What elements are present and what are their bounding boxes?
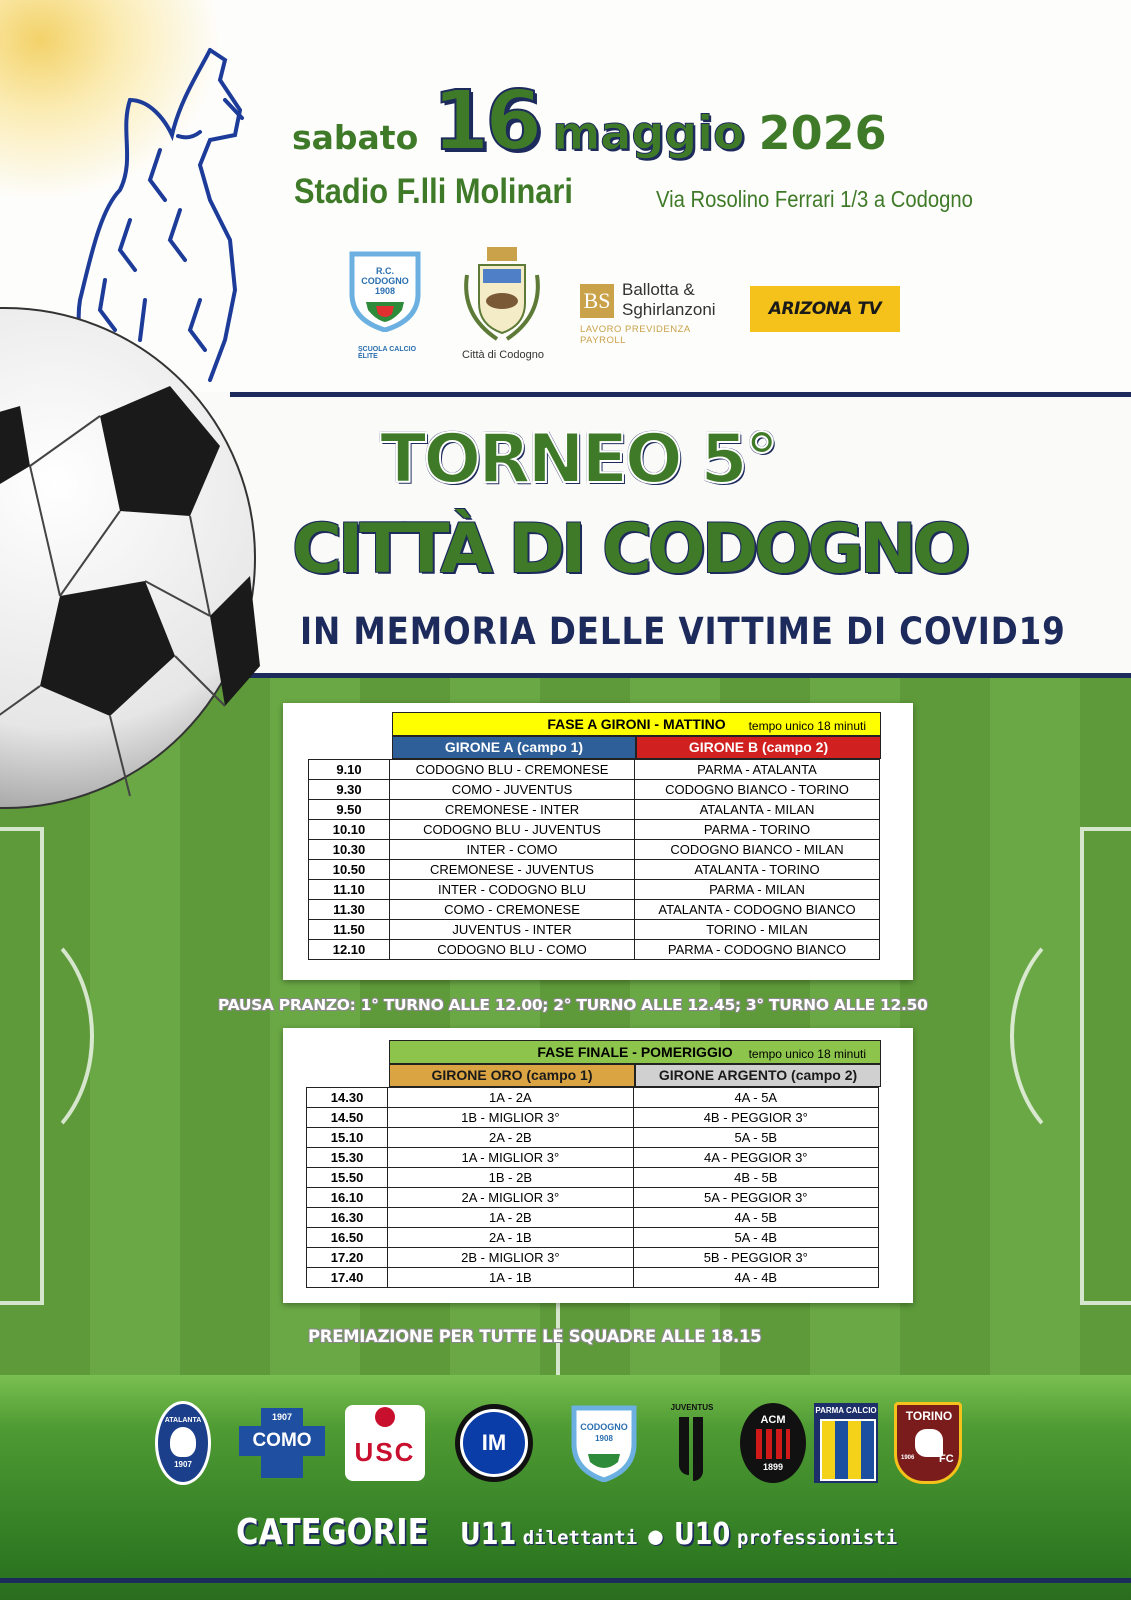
afternoon-match-row: [307, 1208, 879, 1228]
city-caption: Città di Codogno: [462, 349, 544, 361]
match-time: 14.30: [307, 1088, 388, 1108]
morning-phase-note: tempo unico 18 minuti: [748, 719, 866, 733]
match-time: 14.50: [307, 1108, 388, 1128]
match-group-a: 2A - 1B: [388, 1228, 633, 1248]
match-group-a: COMO - JUVENTUS: [390, 780, 635, 800]
match-group-a: 2B - MIGLIOR 3°: [388, 1248, 633, 1268]
match-group-a: CREMONESE - INTER: [390, 800, 635, 820]
soccer-ball-image: [0, 296, 270, 816]
afternoon-match-row: [307, 1248, 879, 1268]
match-group-b: 5A - 4B: [633, 1228, 878, 1248]
parma-crest: PARMA CALCIO: [812, 1400, 880, 1486]
group-a-header: GIRONE A (campo 1): [392, 736, 636, 759]
club-sub: SCUOLA CALCIO ÉLITE: [358, 346, 417, 360]
year: 2026: [758, 106, 887, 160]
ballotta-name-1: Ballotta &: [622, 280, 695, 299]
match-time: 11.30: [309, 900, 390, 920]
categories-label: CATEGORIE: [236, 1512, 429, 1553]
match-group-b: PARMA - CODOGNO BIANCO: [635, 940, 880, 960]
match-time: 11.10: [309, 880, 390, 900]
match-group-a: CODOGNO BLU - COMO: [390, 940, 635, 960]
juventus-crest: JUVENTUS: [662, 1400, 722, 1486]
divider: [230, 392, 1131, 397]
match-group-a: 2A - 2B: [388, 1128, 633, 1148]
match-group-b: 4A - 5A: [633, 1088, 878, 1108]
morning-phase-title: FASE A GIRONI - MATTINO: [547, 716, 726, 732]
match-time: 15.30: [307, 1148, 388, 1168]
afternoon-match-row: [307, 1148, 879, 1168]
afternoon-match-row: [307, 1108, 879, 1128]
match-time: 12.10: [309, 940, 390, 960]
divider: [0, 1578, 1131, 1583]
afternoon-phase-title: FASE FINALE - POMERIGGIO: [537, 1044, 733, 1060]
match-time: 16.30: [307, 1208, 388, 1228]
citta-di-codogno-logo: [452, 245, 552, 370]
afternoon-match-row: [307, 1088, 879, 1108]
group-argento-header: GIRONE ARGENTO (campo 2): [635, 1064, 881, 1087]
match-time: 9.10: [309, 760, 390, 780]
morning-schedule-table: [308, 759, 880, 960]
category-u11: U11: [459, 1517, 516, 1552]
ballotta-initials: BS: [580, 284, 614, 318]
afternoon-match-row: [307, 1128, 879, 1148]
category-u10: U10: [673, 1517, 731, 1552]
match-group-b: 5A - PEGGIOR 3°: [633, 1188, 878, 1208]
morning-match-row: [309, 860, 880, 880]
match-time: 16.10: [307, 1188, 388, 1208]
match-time: 17.40: [307, 1268, 388, 1288]
match-group-a: 1A - 1B: [388, 1268, 633, 1288]
event-date: [292, 74, 1092, 174]
match-time: 16.50: [307, 1228, 388, 1248]
match-group-a: JUVENTUS - INTER: [390, 920, 635, 940]
match-group-b: CODOGNO BIANCO - TORINO: [635, 780, 880, 800]
match-group-a: COMO - CREMONESE: [390, 900, 635, 920]
afternoon-schedule-panel: [283, 1028, 913, 1303]
categories-line: [236, 1512, 897, 1553]
rc-codogno-logo: [340, 250, 430, 370]
match-time: 15.10: [307, 1128, 388, 1148]
afternoon-match-row: [307, 1188, 879, 1208]
bullet-icon: ●: [648, 1522, 663, 1550]
club-logo-text: R.C. CODOGNO 1908: [361, 266, 409, 296]
match-group-b: ATALANTA - CODOGNO BIANCO: [635, 900, 880, 920]
match-group-b: PARMA - ATALANTA: [635, 760, 880, 780]
morning-match-row: [309, 780, 880, 800]
divider: [230, 673, 1131, 678]
match-time: 10.10: [309, 820, 390, 840]
match-group-a: CODOGNO BLU - JUVENTUS: [390, 820, 635, 840]
milan-crest: ACM 1899: [738, 1400, 808, 1486]
lunch-break-note: PAUSA PRANZO: 1° TURNO ALLE 12.00; 2° TURNO ALLE 12.45; 3° TURNO ALLE 12.50: [218, 996, 928, 1014]
match-group-b: ATALANTA - MILAN: [635, 800, 880, 820]
category-u11-desc: dilettanti: [522, 1527, 638, 1549]
month: maggio: [552, 106, 745, 160]
ballotta-name-2: Sghirlanzoni: [622, 300, 716, 319]
match-group-b: 4A - 4B: [633, 1268, 878, 1288]
inter-crest: IM: [452, 1400, 536, 1486]
morning-match-row: [309, 820, 880, 840]
match-group-a: 2A - MIGLIOR 3°: [388, 1188, 633, 1208]
match-group-a: 1A - MIGLIOR 3°: [388, 1148, 633, 1168]
afternoon-phase-header: [389, 1040, 881, 1064]
morning-match-row: [309, 940, 880, 960]
afternoon-match-row: [307, 1168, 879, 1188]
como-crest: 1907 COMO: [238, 1400, 326, 1486]
morning-match-row: [309, 800, 880, 820]
title-line-1: TORNEO 5°: [380, 420, 776, 499]
ballotta-sghirlanzoni-logo: [578, 280, 738, 346]
morning-match-row: [309, 920, 880, 940]
title-line-2: CITTÀ DI CODOGNO: [292, 510, 967, 589]
match-group-a: INTER - COMO: [390, 840, 635, 860]
morning-schedule-panel: [283, 703, 913, 980]
codogno-crest: CODOGNO 1908: [566, 1400, 642, 1486]
group-b-header: GIRONE B (campo 2): [636, 736, 881, 759]
morning-match-row: [309, 900, 880, 920]
match-time: 10.50: [309, 860, 390, 880]
match-time: 11.50: [309, 920, 390, 940]
match-group-a: INTER - CODOGNO BLU: [390, 880, 635, 900]
title-subtitle: IN MEMORIA DELLE VITTIME DI COVID19: [300, 610, 1066, 653]
morning-match-row: [309, 840, 880, 860]
arizona-tv-logo: [750, 286, 900, 332]
afternoon-match-row: [307, 1268, 879, 1288]
match-time: 17.20: [307, 1248, 388, 1268]
match-time: 15.50: [307, 1168, 388, 1188]
match-time: 9.30: [309, 780, 390, 800]
group-oro-header: GIRONE ORO (campo 1): [389, 1064, 635, 1087]
match-group-b: 5B - PEGGIOR 3°: [633, 1248, 878, 1268]
morning-phase-header: [392, 712, 881, 736]
match-group-a: 1A - 2B: [388, 1208, 633, 1228]
afternoon-schedule-table: [306, 1087, 879, 1288]
day-number: 16: [432, 74, 539, 169]
match-time: 10.30: [309, 840, 390, 860]
morning-match-row: [309, 760, 880, 780]
atalanta-crest: ATALANTA 1907: [152, 1400, 214, 1486]
match-group-b: 4A - 5B: [633, 1208, 878, 1228]
match-group-b: 5A - 5B: [633, 1128, 878, 1148]
match-group-b: 4A - PEGGIOR 3°: [633, 1148, 878, 1168]
match-group-a: 1A - 2A: [388, 1088, 633, 1108]
match-group-a: 1B - MIGLIOR 3°: [388, 1108, 633, 1128]
match-group-a: CODOGNO BLU - CREMONESE: [390, 760, 635, 780]
arizona-text: ARIZONA TV: [768, 299, 882, 319]
afternoon-match-row: [307, 1228, 879, 1248]
venue-name: Stadio F.lli Molinari: [294, 172, 573, 211]
match-group-b: 4B - PEGGIOR 3°: [633, 1108, 878, 1128]
ballotta-tagline: LAVORO PREVIDENZA PAYROLL: [580, 324, 691, 346]
afternoon-phase-note: tempo unico 18 minuti: [748, 1047, 866, 1061]
cremonese-crest: USC: [342, 1400, 428, 1486]
match-group-b: TORINO - MILAN: [635, 920, 880, 940]
match-group-b: ATALANTA - TORINO: [635, 860, 880, 880]
torino-crest: TORINO FC 1906: [894, 1400, 962, 1486]
match-group-b: PARMA - TORINO: [635, 820, 880, 840]
match-group-b: PARMA - MILAN: [635, 880, 880, 900]
category-u10-desc: professionisti: [737, 1527, 898, 1549]
morning-match-row: [309, 880, 880, 900]
match-group-a: CREMONESE - JUVENTUS: [390, 860, 635, 880]
match-group-b: CODOGNO BIANCO - MILAN: [635, 840, 880, 860]
match-group-b: 4B - 5B: [633, 1168, 878, 1188]
venue-address: Via Rosolino Ferrari 1/3 a Codogno: [656, 186, 973, 212]
day-name: sabato: [292, 118, 419, 157]
match-time: 9.50: [309, 800, 390, 820]
awards-note: PREMIAZIONE PER TUTTE LE SQUADRE ALLE 18.15: [308, 1327, 762, 1346]
match-group-a: 1B - 2B: [388, 1168, 633, 1188]
